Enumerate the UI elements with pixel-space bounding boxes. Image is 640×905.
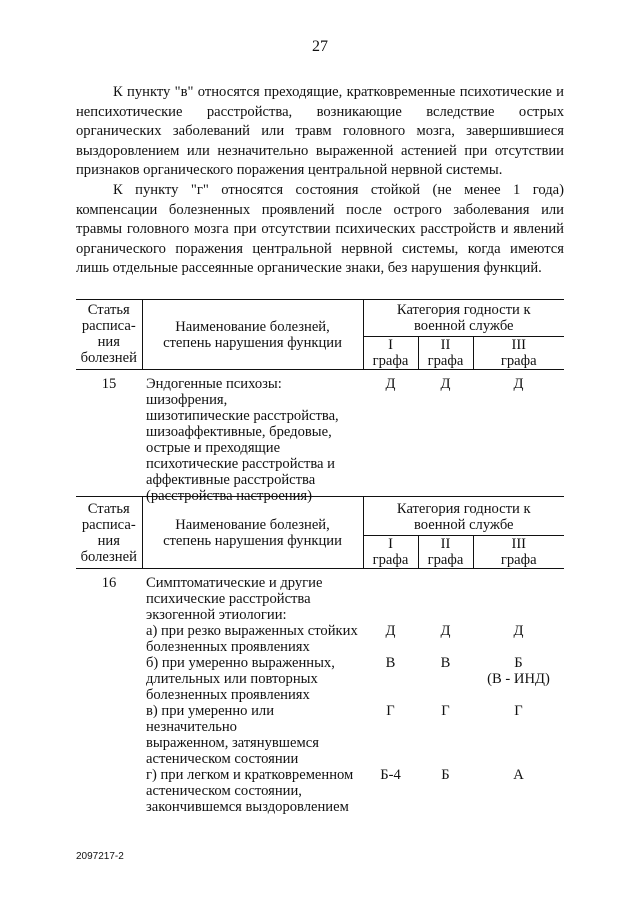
paragraph-item-g: К пункту "г" относятся состояния стойкой (не менее 1 года) компенсации болезненных проявлений после острого заболевания или травмы головного мозга при отсутствии психических расстройств и явлений органического поражения центральной нервной системы, когда имеются лишь отдельные рассеянные органические знаки, без нарушения функций. [76, 182, 564, 277]
header-col-1: I графа [363, 536, 418, 569]
grade-col-1: Г [386, 703, 395, 719]
grade-col-1: В [385, 655, 396, 671]
grade-col-2: Д [440, 376, 451, 392]
page-number: 27 [312, 38, 328, 55]
header-category: Категория годности к военной службе [363, 497, 564, 536]
disease-name: Эндогенные психозы: шизофрения, шизотипические расстройства, шизоаффективные, бредовые, острые и преходящие психотические расстройства и аффективные расстройства (расстройства настроения) [146, 376, 339, 504]
header-col-3: III графа [473, 536, 564, 569]
header-col-2: II графа [418, 536, 473, 569]
subitem-g: г) при легком и кратковременном астеническом состоянии, закончившемся выздоровлением [146, 767, 354, 815]
grade-col-3: Б (В - ИНД) [473, 655, 564, 703]
article-number: 16 [101, 575, 117, 591]
grade-col-3: Г [514, 703, 523, 719]
header-col-3: III графа [473, 337, 564, 370]
disease-table-15 [76, 299, 564, 504]
grade-col-2: Б [441, 767, 450, 783]
header-col-2: II графа [418, 337, 473, 370]
header-article: Статья расписа- ния болезней [76, 300, 142, 370]
header-col-1: I графа [363, 337, 418, 370]
subitem-b: б) при умеренно выраженных, длительных или повторных болезненных проявлениях [146, 655, 335, 703]
header-article: Статья расписа- ния болезней [76, 497, 142, 569]
grade-col-3: А [513, 767, 524, 783]
subitem-a: а) при резко выраженных стойких болезненных проявлениях [146, 623, 358, 655]
document-code: 2097217-2 [76, 851, 124, 862]
grade-col-2: Г [441, 703, 450, 719]
grade-col-3: Д [513, 623, 524, 639]
disease-name: Симптоматические и другие психические расстройства экзогенной этиологии: [146, 575, 323, 623]
grade-col-1: Д [385, 623, 396, 639]
grade-col-1: Б-4 [380, 767, 401, 783]
grade-col-2: Д [440, 623, 451, 639]
header-name: Наименование болезней, степень нарушения функции [142, 497, 363, 569]
grade-col-3-extra: (В - ИНД) [487, 671, 550, 687]
subitem-v: в) при умеренно или незначительно выраженном, затянувшемся астеническом состоянии [146, 703, 319, 767]
article-number: 15 [101, 376, 117, 392]
paragraph-item-v: К пункту "в" относятся преходящие, кратковременные психотические и непсихотические расстройства, возникающие вследствие острых органических заболеваний или травм головного мозга, завершившиеся выздоровлением или незначительно выраженной астенией при отсутствии признаков органического поражения центральной нервной системы. [76, 84, 564, 179]
grade-col-3: Д [513, 376, 524, 392]
grade-col-2: В [440, 655, 451, 671]
header-name: Наименование болезней, степень нарушения функции [142, 300, 363, 370]
header-category: Категория годности к военной службе [363, 300, 564, 337]
disease-table-16 [76, 496, 564, 815]
grade-col-1: Д [385, 376, 396, 392]
